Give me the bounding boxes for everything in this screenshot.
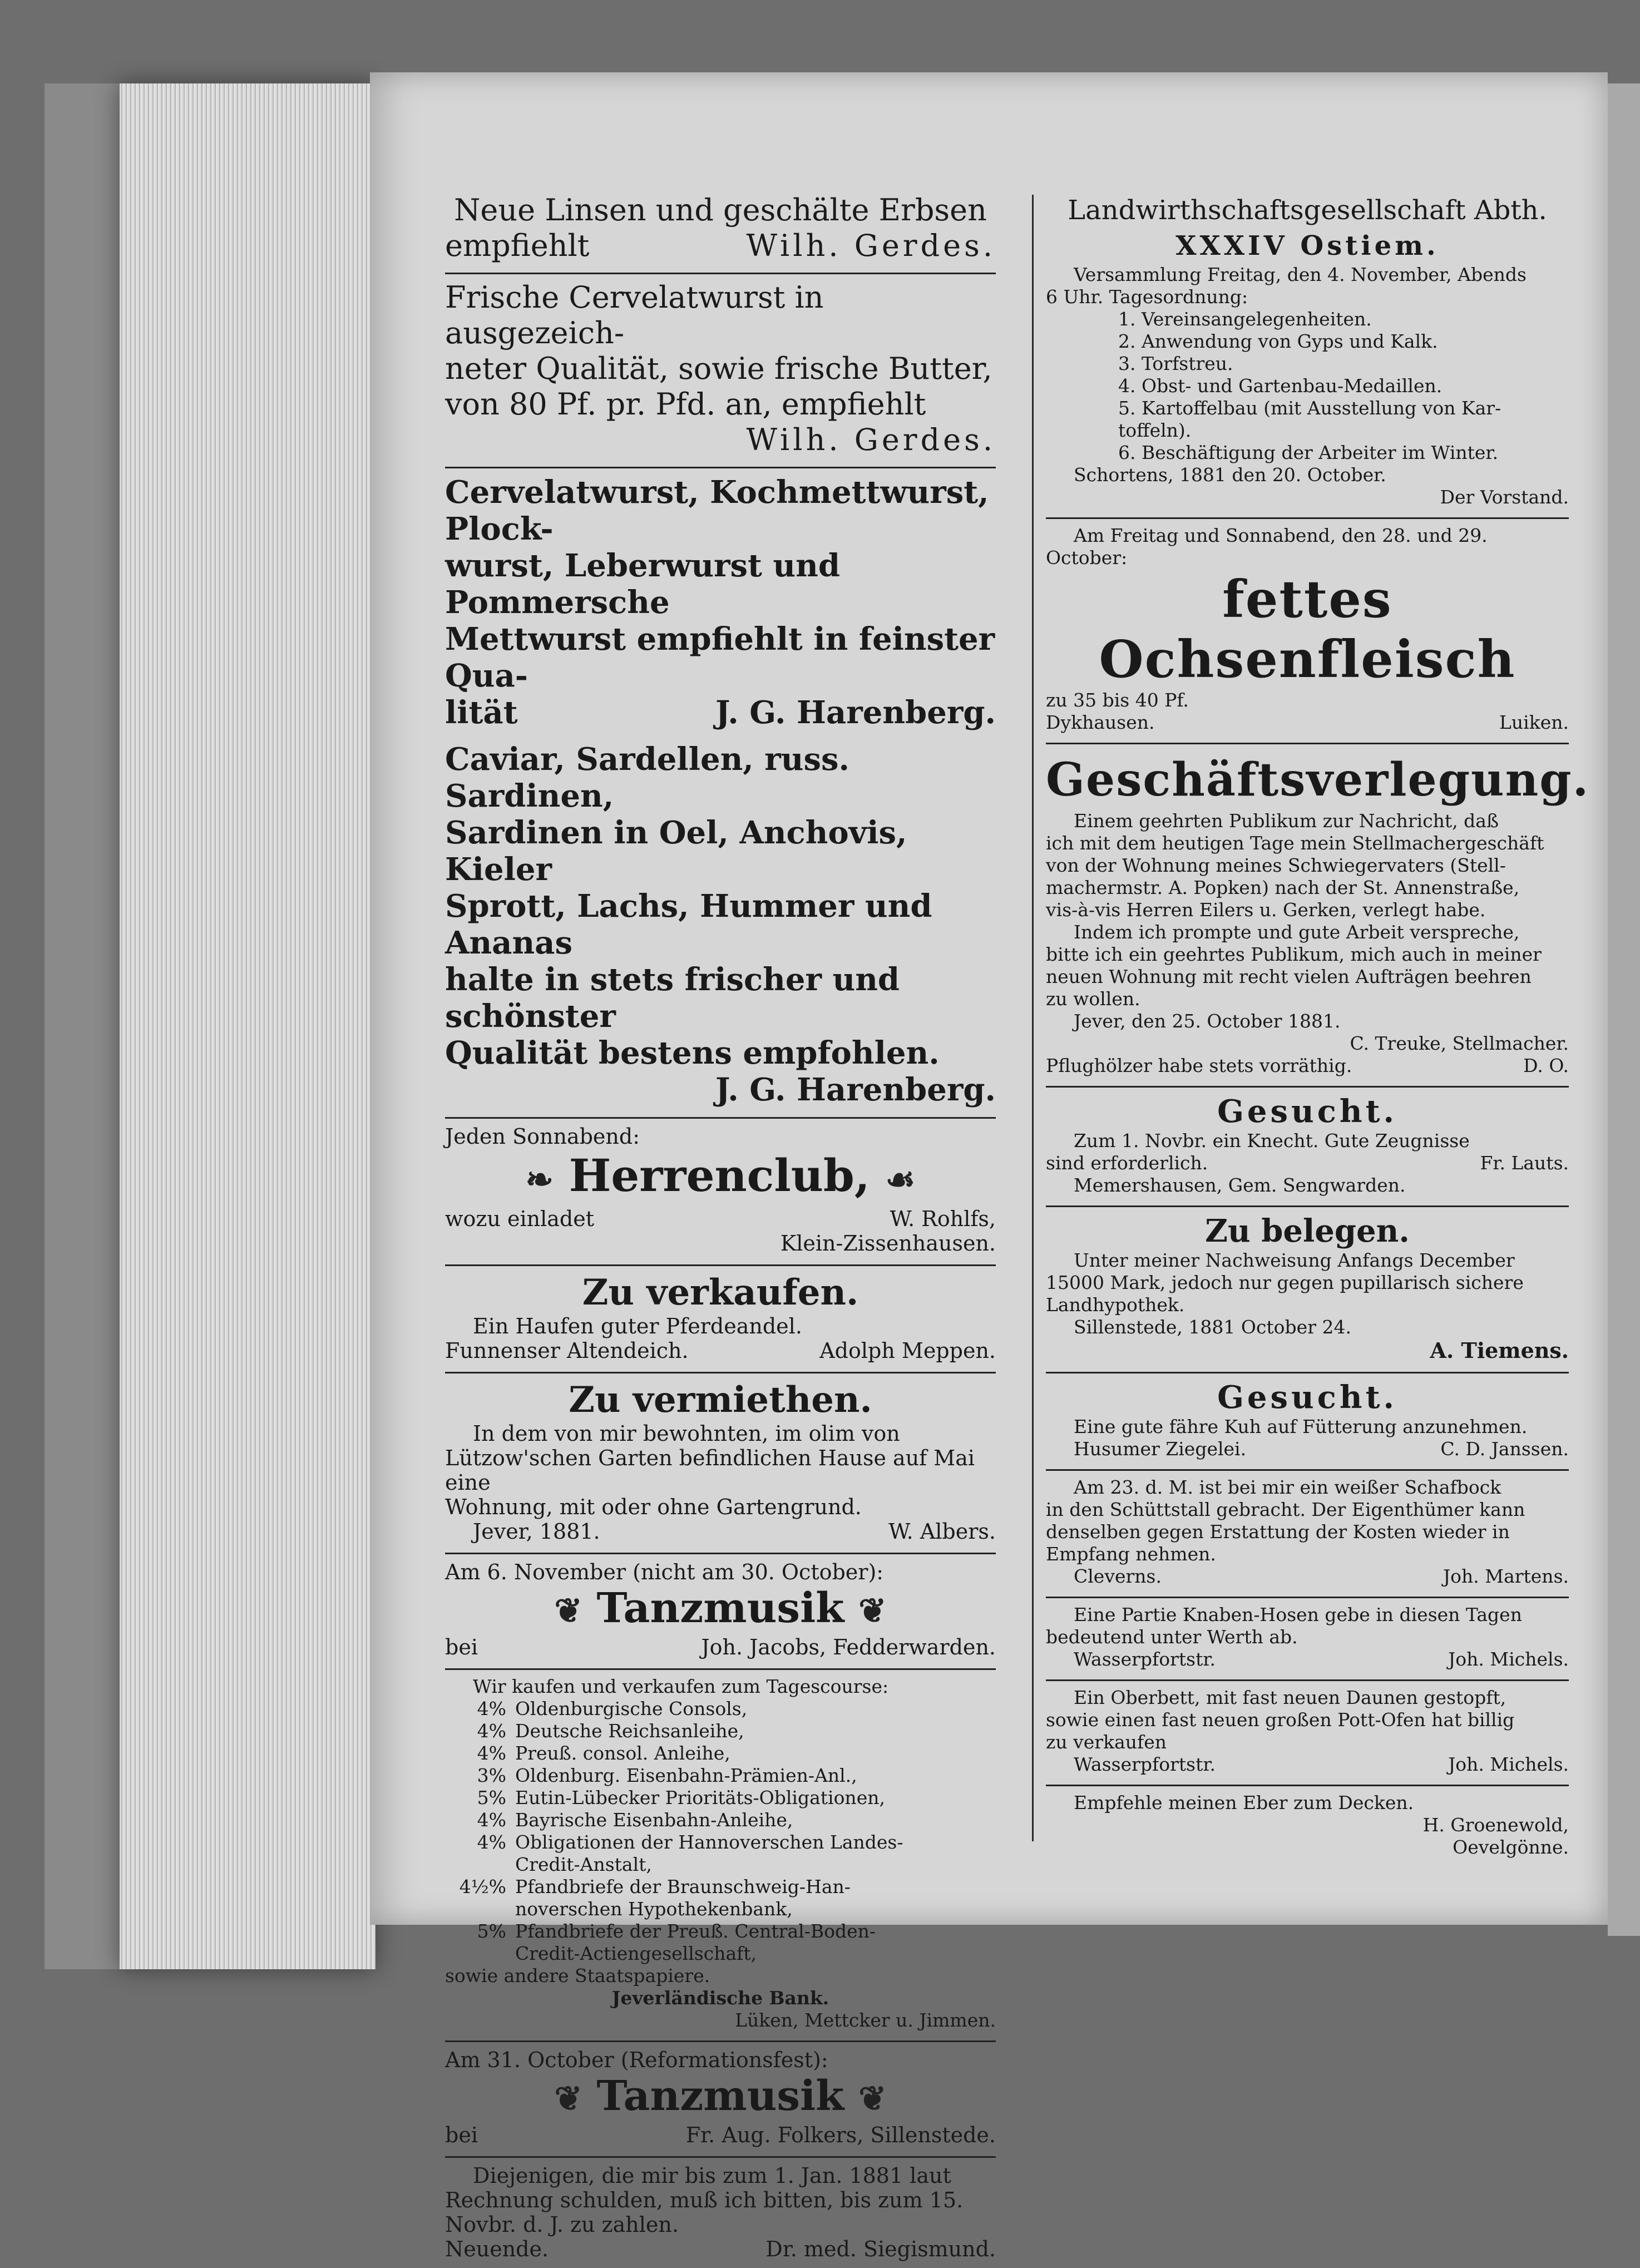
ad-wurst-harenberg xyxy=(445,471,996,738)
divider xyxy=(1046,1469,1569,1471)
ornament-right-icon: ❦ xyxy=(858,2079,887,2118)
divider xyxy=(445,1553,996,1554)
ad-text: 6 Uhr. Tagesordnung: xyxy=(1046,286,1248,308)
ad-signature: Der Vorstand. xyxy=(1440,486,1569,508)
ad-title: Geschäftsverlegung. xyxy=(1046,753,1590,807)
ad-text: Dykhausen. xyxy=(1046,711,1155,733)
ad-zu-belegen xyxy=(1046,1209,1569,1370)
ad-title: Gesucht. xyxy=(1217,1379,1397,1416)
ad-text: zu 35 bis 40 Pf. xyxy=(1046,689,1189,711)
divider xyxy=(445,1668,996,1670)
ad-signature: Joh. Jacobs, Fedderwarden. xyxy=(701,1635,996,1659)
ad-place: Memershausen, Gem. Sengwarden. xyxy=(1074,1174,1406,1196)
ornament-left-icon: ❦ xyxy=(554,1592,582,1630)
ad-tanzmusik-folkers xyxy=(445,2044,996,2154)
ad-text: bei xyxy=(445,2123,478,2147)
ad-text: Zum 1. Novbr. ein Knecht. Gute Zeugnisse xyxy=(1074,1130,1470,1152)
ad-text: Mettwurst empfiehlt in feinster Qua- xyxy=(445,621,995,694)
ad-text: lität xyxy=(445,694,518,731)
ad-signature: Fr. Aug. Folkers, Sillenstede. xyxy=(685,2123,996,2147)
ornament-right-icon: ☙ xyxy=(885,1160,916,1199)
column-separator xyxy=(1032,195,1034,1841)
list-item: 6. Beschäftigung der Arbeiter im Winter. xyxy=(1118,442,1499,463)
list-item: 2. Anwendung von Gyps und Kalk. xyxy=(1118,330,1438,352)
ad-eber xyxy=(1046,1788,1569,1865)
list-item: toffeln). xyxy=(1118,419,1192,441)
ad-text: vis-à-vis Herren Eilers u. Gerken, verlegt habe. xyxy=(1046,899,1486,921)
ad-text: sind erforderlich. xyxy=(1046,1152,1208,1174)
ad-signature: Joh. Martens. xyxy=(1443,1565,1569,1587)
ad-signature: A. Tiemens. xyxy=(1430,1338,1569,1363)
ad-text: Landhypothek. xyxy=(1046,1294,1185,1316)
ad-text: zu verkaufen xyxy=(1046,1731,1167,1753)
left-column xyxy=(445,189,996,2268)
ad-text: machermstr. A. Popken) nach der St. Annenstraße, xyxy=(1046,877,1520,898)
ad-text: wozu einladet xyxy=(445,1207,594,1231)
item-pct: 4½% xyxy=(459,1876,506,1898)
ad-text: Empfehle meinen Eber zum Decken. xyxy=(1074,1792,1414,1814)
ad-text: Einem geehrten Publikum zur Nachricht, daß xyxy=(1074,810,1499,832)
ad-text: Neuende. xyxy=(445,2237,549,2261)
ad-signature: C. Treuke, Stellmacher. xyxy=(1350,1032,1569,1054)
item-text: Oldenburg. Eisenbahn-Prämien-Anl., xyxy=(515,1765,857,1786)
item-text: Deutsche Reichsanleihe, xyxy=(515,1720,744,1742)
ad-text: von der Wohnung meines Schwiegervaters (Stell- xyxy=(1046,854,1506,876)
ad-text: bitte ich ein geehrtes Publikum, mich auch in meiner xyxy=(1046,943,1542,965)
ad-text: Versammlung Freitag, den 4. November, Abends xyxy=(1074,264,1527,285)
ad-gesucht-kuh xyxy=(1046,1376,1569,1467)
ad-signature: J. G. Harenberg. xyxy=(715,694,996,731)
item-pct: 3% xyxy=(477,1765,506,1786)
ad-zu-verkaufen xyxy=(445,1268,996,1370)
ad-signature: Joh. Michels. xyxy=(1448,1648,1569,1670)
ad-text: Caviar, Sardellen, russ. Sardinen, xyxy=(445,741,850,814)
ad-title: Tanzmusik xyxy=(596,2072,844,2120)
ad-caviar xyxy=(445,738,996,1115)
ad-oberbett xyxy=(1046,1683,1569,1782)
right-page-edge xyxy=(1608,83,1640,1936)
ad-signature: Adolph Meppen. xyxy=(819,1338,996,1363)
ad-text: Frische Cervelatwurst in ausgezeich- xyxy=(445,280,824,350)
item-text: Obligationen der Hannoverschen Landes- xyxy=(515,1831,903,1853)
book-page-edges xyxy=(120,83,376,1969)
ad-text: Cleverns. xyxy=(1074,1565,1162,1587)
item-text: Pfandbriefe der Preuß. Central-Boden- xyxy=(515,1920,876,1942)
item-pct: 5% xyxy=(477,1920,506,1942)
ad-signature: W. Albers. xyxy=(888,1519,996,1544)
book-cover xyxy=(45,83,122,1969)
ad-text: Lützow'schen Garten befindlichen Hause auf Mai eine xyxy=(445,1446,975,1495)
ad-ochsenfleisch xyxy=(1046,521,1569,740)
ad-text: Wasserpfortstr. xyxy=(1074,1648,1216,1670)
divider xyxy=(1046,743,1569,744)
ad-text: Jeden Sonnabend: xyxy=(445,1124,640,1149)
item-text: Credit-Anstalt, xyxy=(515,1854,652,1875)
divider xyxy=(1046,1372,1569,1373)
ad-text: ich mit dem heutigen Tage mein Stellmachergeschäft xyxy=(1046,832,1544,854)
ad-text: Sardinen in Oel, Anchovis, Kieler xyxy=(445,814,907,888)
ad-place: Oevelgönne. xyxy=(1453,1836,1569,1858)
ad-text: wurst, Leberwurst und Pommersche xyxy=(445,547,841,621)
ad-bank-name: Jeverländische Bank. xyxy=(611,1987,829,2009)
ad-text: denselben gegen Erstattung der Kosten wieder in xyxy=(1046,1521,1510,1543)
ad-text: Eine gute fähre Kuh auf Fütterung anzunehmen. xyxy=(1074,1416,1528,1437)
ad-title: Tanzmusik xyxy=(596,1584,844,1632)
ad-linsen xyxy=(445,189,996,270)
list-item: 5. Kartoffelbau (mit Ausstellung von Kar- xyxy=(1118,397,1501,419)
ornament-left-icon: ❧ xyxy=(525,1160,554,1199)
ad-text: Diejenigen, die mir bis zum 1. Jan. 1881 laut xyxy=(473,2163,951,2188)
item-text: Pfandbriefe der Braunschweig-Han- xyxy=(515,1876,851,1898)
divider xyxy=(445,273,996,274)
ad-text: Neue Linsen und geschälte Erbsen xyxy=(454,192,987,228)
item-pct xyxy=(445,1898,515,1920)
ad-signature: J. G. Harenberg. xyxy=(715,1071,996,1108)
ad-text: Sillenstede, 1881 October 24. xyxy=(1074,1316,1351,1338)
list-item: 1. Vereinsangelegenheiten. xyxy=(1118,308,1372,330)
ad-signature: C. D. Janssen. xyxy=(1440,1438,1569,1460)
ad-text: Am 6. November (nicht am 30. October): xyxy=(445,1560,884,1584)
right-column xyxy=(1046,189,1590,1865)
ad-text: bedeutend unter Werth ab. xyxy=(1046,1626,1298,1648)
ad-text: Schortens, 1881 den 20. October. xyxy=(1074,464,1386,486)
ad-title: Zu belegen. xyxy=(1205,1213,1410,1249)
divider xyxy=(1046,1679,1569,1681)
ad-text: October: xyxy=(1046,547,1128,569)
ad-text: Funnenser Altendeich. xyxy=(445,1338,689,1363)
ad-text: bei xyxy=(445,1635,478,1659)
list-item: 4. Obst- und Gartenbau-Medaillen. xyxy=(1118,375,1443,397)
ad-signature: Joh. Michels. xyxy=(1448,1753,1569,1775)
ornament-left-icon: ❦ xyxy=(554,2079,582,2118)
ad-cervelatwurst xyxy=(445,276,996,465)
ad-text: Am 31. October (Reformationsfest): xyxy=(445,2048,828,2072)
ad-text: Ein Haufen guter Pferdeandel. xyxy=(473,1314,802,1338)
ad-signature: Dr. med. Siegismund. xyxy=(765,2237,996,2261)
ad-text: sowie andere Staatspapiere. xyxy=(445,1965,710,1987)
ad-text: Empfang nehmen. xyxy=(1046,1543,1216,1565)
ad-text: neter Qualität, sowie frische Butter, xyxy=(445,351,992,386)
divider xyxy=(445,467,996,468)
divider xyxy=(1046,1597,1569,1598)
ad-herrenclub xyxy=(445,1121,996,1262)
ad-text: Rechnung schulden, muß ich bitten, bis zum 15. xyxy=(445,2188,964,2212)
ad-place: Klein-Zissenhausen. xyxy=(780,1231,996,1256)
ad-siegismund xyxy=(445,2160,996,2268)
item-text: Bayrische Eisenbahn-Anleihe, xyxy=(515,1809,793,1831)
ad-text: Wir kaufen und verkaufen zum Tagescourse: xyxy=(473,1676,889,1697)
item-pct xyxy=(445,1854,515,1876)
divider xyxy=(1046,1785,1569,1786)
ad-gesucht-knecht xyxy=(1046,1090,1569,1203)
ad-signature: Fr. Lauts. xyxy=(1480,1152,1569,1174)
divider xyxy=(445,1264,996,1266)
item-text: noverschen Hypothekenbank, xyxy=(515,1898,793,1920)
ad-text: Indem ich prompte und gute Arbeit verspreche, xyxy=(1074,921,1520,943)
item-pct xyxy=(445,1943,515,1965)
ad-signature: Lüken, Mettcker u. Jimmen. xyxy=(735,2009,996,2031)
ad-title: Zu verkaufen. xyxy=(582,1272,859,1313)
ad-jeverlaendische-bank xyxy=(445,1672,996,2038)
ad-text: Qualität bestens empfohlen. xyxy=(445,1035,940,1071)
item-text: Credit-Actiengesellschaft, xyxy=(515,1943,757,1964)
item-text: Oldenburgische Consols, xyxy=(515,1698,748,1719)
ad-text: Am 23. d. M. ist bei mir ein weißer Schafbock xyxy=(1074,1476,1501,1498)
item-pct: 4% xyxy=(477,1831,506,1853)
list-item: 3. Torfstreu. xyxy=(1118,353,1233,374)
ad-text: Novbr. d. J. zu zahlen. xyxy=(445,2212,679,2237)
divider xyxy=(445,2156,996,2158)
ad-signature: H. Groenewold, xyxy=(1422,1814,1569,1836)
ad-text: Eine Partie Knaben-Hosen gebe in diesen Tagen xyxy=(1074,1604,1522,1625)
ad-title: Landwirthschaftsgesellschaft Abth. xyxy=(1068,195,1547,226)
ad-text: zu wollen. xyxy=(1046,988,1140,1010)
ad-text: sowie einen fast neuen großen Pott-Ofen hat billig xyxy=(1046,1709,1515,1731)
divider xyxy=(1046,1205,1569,1207)
item-pct: 4% xyxy=(477,1809,506,1831)
ad-text: in den Schüttstall gebracht. Der Eigenthümer kann xyxy=(1046,1499,1525,1520)
ad-knaben-hosen xyxy=(1046,1600,1569,1677)
ornament-right-icon: ❦ xyxy=(858,1592,887,1630)
ad-landwirthschaft xyxy=(1046,189,1569,515)
item-pct: 5% xyxy=(477,1787,506,1809)
ad-text: Cervelatwurst, Kochmettwurst, Plock- xyxy=(445,474,989,547)
item-text: Preuß. consol. Anleihe, xyxy=(515,1742,730,1764)
ad-title: Gesucht. xyxy=(1217,1093,1397,1130)
item-pct: 4% xyxy=(477,1698,506,1719)
ad-text: Jever, 1881. xyxy=(473,1519,600,1544)
divider xyxy=(445,1117,996,1119)
ad-signature: W. Rohlfs, xyxy=(890,1207,996,1231)
ad-text: Sprott, Lachs, Hummer und Ananas xyxy=(445,888,932,961)
ad-text: halte in stets frischer und schönster xyxy=(445,961,900,1035)
ad-signature: Wilh. Gerdes. xyxy=(746,422,996,457)
ad-title: Zu vermiethen. xyxy=(569,1379,872,1421)
ad-text: Wasserpfortstr. xyxy=(1074,1753,1216,1775)
ad-geschaeftsverlegung xyxy=(1046,747,1590,1084)
ad-signature: D. O. xyxy=(1523,1055,1569,1076)
ad-text: 15000 Mark, jedoch nur gegen pupillarisch sichere xyxy=(1046,1272,1524,1293)
item-pct: 4% xyxy=(477,1742,506,1764)
ad-text: Husumer Ziegelei. xyxy=(1074,1438,1247,1460)
ad-text: empfiehlt xyxy=(445,228,590,263)
item-text: Eutin-Lübecker Prioritäts-Obligationen, xyxy=(515,1787,885,1809)
ad-signature: Luiken. xyxy=(1499,711,1569,733)
ad-title: Herrenclub, xyxy=(569,1149,870,1202)
divider xyxy=(445,1372,996,1373)
ad-tanzmusik-jacobs xyxy=(445,1557,996,1666)
divider xyxy=(1046,1086,1569,1088)
divider xyxy=(445,2040,996,2042)
item-pct: 4% xyxy=(477,1720,506,1742)
ad-title: XXXIV Ostiem. xyxy=(1175,230,1439,261)
ad-text: In dem von mir bewohnten, im olim von xyxy=(473,1421,900,1446)
ad-text: von 80 Pf. pr. Pfd. an, empfiehlt xyxy=(445,387,926,422)
ad-text: Ein Oberbett, mit fast neuen Daunen gestopft, xyxy=(1074,1687,1506,1708)
ad-schafbock xyxy=(1046,1473,1569,1594)
ad-zu-vermiethen xyxy=(445,1376,996,1550)
ad-title: fettes Ochsenfleisch xyxy=(1099,569,1516,689)
ad-text: neuen Wohnung mit recht vielen Aufträgen beehren xyxy=(1046,966,1532,987)
ad-text: Pflughölzer habe stets vorräthig. xyxy=(1046,1055,1352,1076)
ad-text: Jever, den 25. October 1881. xyxy=(1074,1010,1341,1032)
ad-text: Am Freitag und Sonnabend, den 28. und 29. xyxy=(1074,525,1488,546)
ad-text: Wohnung, mit oder ohne Gartengrund. xyxy=(445,1495,862,1519)
divider xyxy=(1046,517,1569,519)
ad-text: Unter meiner Nachweisung Anfangs December xyxy=(1074,1249,1515,1271)
ad-signature: Wilh. Gerdes. xyxy=(746,228,996,263)
